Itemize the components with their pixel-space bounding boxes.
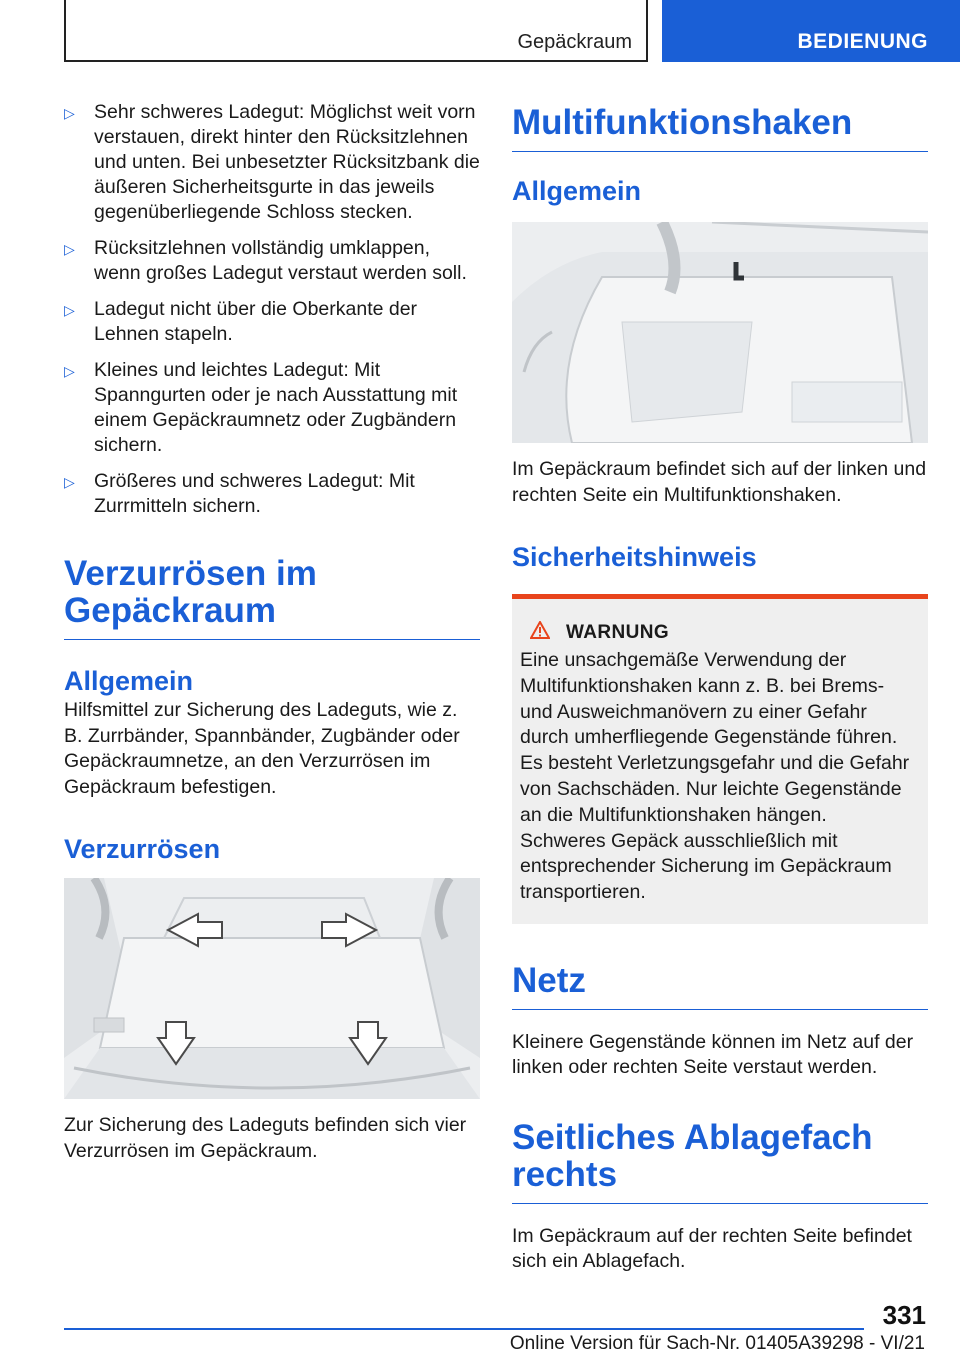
warning-text: Eine unsachgemäße Verwendung der Multifunktionshaken kann z. B. bei Brems- und Ausweichmanövern zu einer Gefahr durch umherfliegende Gegenstände führen. Es besteht Verletzungsgefahr und die Gefahr von Sachschäden. Nur leichte Gegenstände an die Multifunktionshaken hängen. Schweres Gepäck ausschließlich mit entsprechender Sicherung im Gepäckraum transportieren.	[520, 649, 910, 904]
warning-box	[512, 594, 928, 924]
header-chapter-tab: BEDIENUNG	[662, 0, 960, 62]
allgemein-paragraph: Hilfsmittel zur Sicherung des Ladeguts, wie z. B. Zurrbänder, Spannbänder, Zugbänder oder Gepäckraumnetze, an den Verzurrösen im Gepäckraum befestigen.	[64, 699, 460, 798]
header-section-title: Gepäckraum	[517, 31, 632, 53]
list-item: ▷ Ladegut nicht über die Oberkante der Lehnen stapeln.	[64, 298, 418, 345]
list-item: ▷ Sehr schweres Ladegut: Möglichst weit vorn verstauen, direkt hinter den Rücksitzlehnen und unten. Bei unbesetzter Rücksitzbank die äußeren Sicherheitsgurte in das jeweils gegenüberliegende Schloss stecken.	[64, 101, 480, 223]
verzurroesen-caption: Zur Sicherung des Ladeguts befinden sich vier Verzurrösen im Gepäckraum.	[64, 1114, 467, 1162]
warning-triangle-icon	[530, 621, 550, 644]
multifunktionshaken-paragraph: Im Gepäckraum befindet sich auf der linken und rechten Seite ein Multifunktionshaken.	[512, 458, 927, 506]
section-title-ablagefach: Seitliches Ablagefach rechts	[512, 1119, 928, 1204]
footer-divider	[64, 1328, 864, 1330]
triangle-bullet-icon: ▷	[64, 241, 75, 257]
page-number: 331	[882, 1300, 926, 1330]
triangle-bullet-icon: ▷	[64, 105, 75, 121]
subheading-verzurroesen: Verzurrösen	[64, 834, 221, 864]
subheading-allgemein-right: Allgemein	[512, 176, 642, 206]
header-section-box	[64, 0, 648, 62]
loading-tips-list	[64, 100, 480, 519]
warning-label: WARNUNG	[566, 621, 670, 643]
list-item: ▷ Größeres und schweres Ladegut: Mit Zurrmitteln sichern.	[64, 470, 415, 517]
right-column	[512, 100, 928, 1275]
netz-paragraph: Kleinere Gegenstände können im Netz auf der linken oder rechten Seite verstaut werden.	[512, 1030, 914, 1079]
triangle-bullet-icon: ▷	[64, 474, 75, 490]
list-item: ▷ Kleines und leichtes Ladegut: Mit Spanngurten oder je nach Ausstattung mit einem Gepäckraumnetz oder Zugbändern sichern.	[64, 359, 458, 456]
subheading-sicherheitshinweis: Sicherheitshinweis	[512, 542, 757, 572]
section-title-netz: Netz	[512, 962, 928, 1010]
triangle-bullet-icon: ▷	[64, 302, 75, 318]
trunk-hook-image	[512, 222, 928, 443]
section-title-verzurroesen: Verzurrösen im Gepäckraum	[64, 555, 480, 640]
left-column	[64, 100, 480, 1164]
triangle-bullet-icon: ▷	[64, 363, 75, 379]
trunk-lashing-eyes-image	[64, 878, 480, 1099]
section-title-multifunktionshaken: Multifunktionshaken	[512, 104, 928, 152]
subheading-allgemein: Allgemein	[64, 666, 194, 696]
warning-header	[520, 621, 914, 644]
footer-version: Online Version für Sach-Nr. 01405A39298 - VI/21	[509, 1333, 925, 1354]
list-item: ▷ Rücksitzlehnen vollständig umklappen, wenn großes Ladegut verstaut werden soll.	[64, 237, 467, 284]
ablagefach-paragraph: Im Gepäckraum auf der rechten Seite befindet sich ein Ablagefach.	[512, 1224, 912, 1273]
